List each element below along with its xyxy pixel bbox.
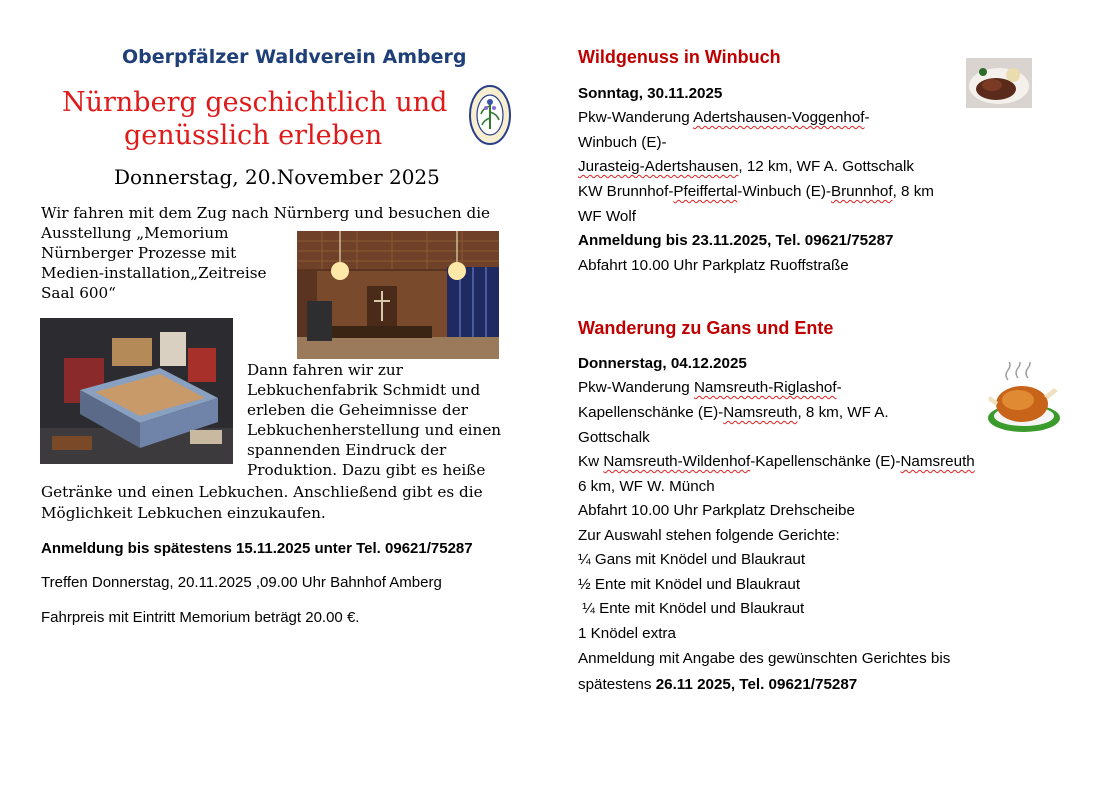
event3-registration: Anmeldung mit Angabe des gewünschten Gerichtes bis: [578, 650, 951, 667]
event2-route-line: Jurasteig-Adertshausen, 12 km, WF A. Gottschalk: [578, 158, 914, 175]
intro-line: Wir fahren mit dem Zug nach Nürnberg und besuchen die: [41, 204, 491, 222]
event2-route-line: WF Wolf: [578, 208, 636, 225]
factory-line: Dann fahren wir zur: [247, 361, 403, 379]
factory-line: erleben die Geheimnisse der: [247, 401, 468, 419]
event3-route-line: Pkw-Wanderung Namsreuth-Riglashof-: [578, 379, 842, 396]
fare-info: Fahrpreis mit Eintritt Memorium beträgt 20.00 €.: [41, 609, 360, 626]
event2-route-line: Pkw-Wanderung Adertshausen-Voggenhof-: [578, 109, 870, 126]
title-line-1: Nürnberg geschichtlich und: [62, 87, 448, 118]
dishes-intro: Zur Auswahl stehen folgende Gerichte:: [578, 527, 840, 544]
dish-item: 1 Knödel extra: [578, 625, 676, 642]
intro-line: Saal 600“: [41, 284, 116, 302]
intro-line: Ausstellung „Memorium: [41, 224, 229, 242]
event2-route-line: KW Brunnhof-Pfeiffertal-Winbuch (E)-Brunnhof, 8 km: [578, 183, 934, 200]
intro-line: Medien-installation„Zeitreise: [41, 264, 267, 282]
emblem-logo-icon: [468, 84, 512, 146]
factory-line: Lebkuchenfabrik Schmidt und: [247, 381, 481, 399]
event2-departure: Abfahrt 10.00 Uhr Parkplatz Ruoffstraße: [578, 257, 849, 274]
club-name: Oberpfälzer Waldverein Amberg: [122, 46, 467, 68]
factory-line: Produktion. Dazu gibt es heiße: [247, 461, 486, 479]
factory-line: Möglichkeit Lebkuchen einzukaufen.: [41, 504, 326, 522]
event3-heading: Wanderung zu Gans und Ente: [578, 318, 834, 338]
roast-goose-icon: [986, 362, 1066, 438]
event2-date: Sonntag, 30.11.2025: [578, 85, 723, 102]
event-date: Donnerstag, 20.November 2025: [114, 165, 440, 189]
event3-route-line: Kw Namsreuth-Wildenhof-Kapellenschänke (E)-Namsreuth: [578, 453, 975, 470]
event3-departure: Abfahrt 10.00 Uhr Parkplatz Drehscheibe: [578, 502, 855, 519]
event2-heading: Wildgenuss in Winbuch: [578, 47, 781, 67]
factory-line: Lebkuchenherstellung und einen: [247, 421, 502, 439]
courtroom-photo: [297, 231, 499, 359]
title-line-2: genüsslich erleben: [124, 120, 383, 151]
event2-route-line: Winbuch (E)-: [578, 134, 667, 151]
dish-item: ¼ Ente mit Knödel und Blaukraut: [578, 600, 805, 617]
factory-line: spannenden Eindruck der: [247, 441, 447, 459]
event2-registration: Anmeldung bis 23.11.2025, Tel. 09621/75287: [578, 232, 894, 249]
event3-route-line: Gottschalk: [578, 429, 650, 446]
factory-line: Getränke und einen Lebkuchen. Anschließend gibt es die: [41, 483, 483, 501]
dish-item: ½ Ente mit Knödel und Blaukraut: [578, 576, 801, 593]
game-dish-photo: [966, 58, 1032, 108]
registration-left: Anmeldung bis spätestens 15.11.2025 unter Tel. 09621/75287: [41, 540, 473, 557]
meeting-info: Treffen Donnerstag, 20.11.2025 ,09.00 Uhr Bahnhof Amberg: [41, 574, 442, 591]
intro-line: Nürnberger Prozesse mit: [41, 244, 237, 262]
event3-registration: spätestens 26.11 2025, Tel. 09621/75287: [578, 676, 858, 693]
event3-route-line: 6 km, WF W. Münch: [578, 478, 715, 495]
gingerbread-tin-photo: [40, 318, 233, 464]
event3-route-line: Kapellenschänke (E)-Namsreuth, 8 km, WF A.: [578, 404, 889, 421]
dish-item: ¼ Gans mit Knödel und Blaukraut: [578, 551, 806, 568]
event3-date: Donnerstag, 04.12.2025: [578, 355, 747, 372]
